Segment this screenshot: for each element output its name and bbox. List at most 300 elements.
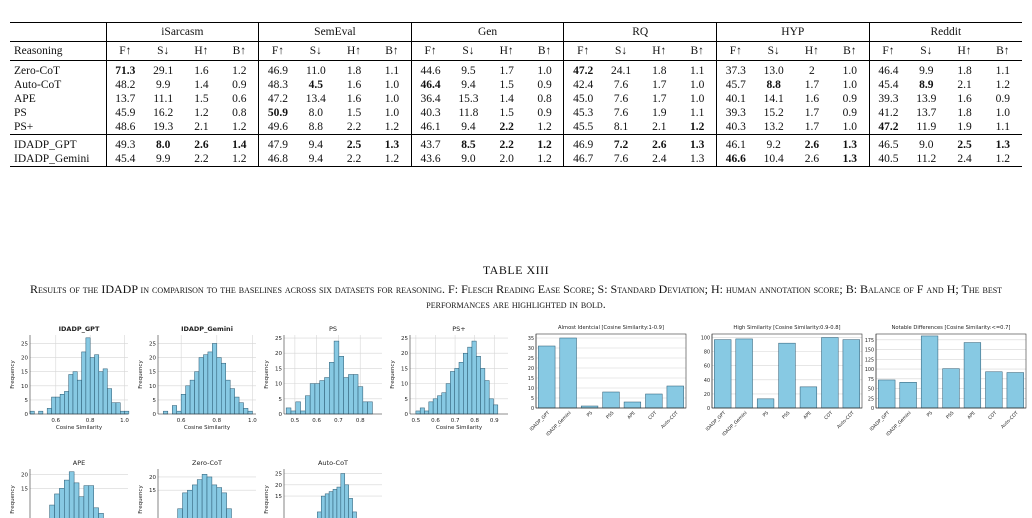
table-cell: 42.4 — [564, 78, 602, 92]
table-cell: 9.9 — [156, 79, 171, 91]
histogram-bar — [208, 352, 212, 414]
table-cell: 2.6 — [793, 135, 831, 153]
table-cell: 14.1 — [763, 93, 784, 105]
table-cell: 1.3 — [678, 152, 716, 167]
table-cell: 45.9 — [106, 106, 144, 120]
histogram-bar — [291, 411, 296, 414]
table-cell: 1.1 — [689, 107, 705, 119]
histogram-bar — [89, 486, 94, 518]
chart-title: PS+ — [452, 325, 466, 333]
table-cell: 40.1 — [717, 92, 755, 106]
method-name: PS — [14, 107, 27, 119]
table-cell: 24.1 — [602, 61, 640, 79]
table-cell: 10.4 — [755, 152, 793, 167]
bar — [560, 338, 577, 408]
y-tick-label: 10 — [149, 383, 156, 390]
histogram-bar — [51, 397, 55, 414]
x-tick-label: IDADP_Gemini — [885, 410, 913, 438]
histogram-bar — [325, 494, 329, 518]
table-cell: 2.1 — [194, 121, 209, 133]
histogram-bar — [463, 353, 467, 414]
x-tick-label: PS — [586, 410, 594, 419]
table-cell: 1.7 — [804, 121, 820, 133]
table-cell: 2.5 — [335, 135, 373, 153]
histogram-bar — [481, 368, 485, 414]
histogram-bar — [50, 505, 55, 518]
y-tick-label: 15 — [21, 369, 28, 376]
metric-header: H↑ — [793, 42, 831, 61]
histogram-bar — [64, 480, 69, 518]
table-cell: 2.2 — [182, 152, 220, 167]
table-cell: 8.5 — [449, 135, 487, 153]
row-header: Reasoning — [10, 42, 106, 61]
x-tick-label: IDADP_GPT — [705, 410, 728, 433]
table-cell: 1.3 — [831, 135, 869, 153]
metric-header: S↓ — [755, 42, 793, 61]
table-cell: 0.9 — [995, 93, 1010, 105]
x-tick-label: 0.8 — [212, 418, 222, 424]
histogram-bar — [222, 493, 227, 518]
bar — [667, 386, 684, 408]
histogram-bar — [82, 352, 86, 414]
x-tick-label: 0.8 — [355, 418, 365, 424]
histogram-bar — [172, 406, 176, 414]
histogram-bar — [190, 380, 194, 414]
y-tick-label: 150 — [864, 348, 874, 354]
y-tick-label: 60 — [703, 364, 710, 370]
x-axis-label: Cosine Similarity — [55, 425, 103, 431]
x-tick-label: COT — [987, 410, 999, 422]
histogram-bar — [212, 343, 216, 414]
histogram-bar — [321, 496, 325, 518]
table-cell: 37.3 — [717, 61, 755, 79]
dataset-header: Gen — [411, 23, 564, 42]
y-tick-label: 25 — [21, 341, 28, 348]
bar — [779, 343, 796, 408]
x-tick-label: PSS — [605, 410, 616, 421]
table-cell: 1.7 — [804, 79, 820, 91]
histogram-bar — [227, 509, 232, 518]
table-cell: 2.6 — [793, 152, 831, 167]
caption-text: Results of the IDADP in comparison to the baselines across six datasets for reasoning. F: Flesch Reading Ease Score; S: Standard Deviation; H: human annotation score; B: Balance of F and H; The best performances are highlighted in bold. — [29, 282, 1003, 311]
x-tick-label: Auto-COT — [836, 410, 856, 431]
histogram-bar — [235, 397, 239, 414]
metric-header: F↑ — [106, 42, 144, 61]
x-tick-label: 1.0 — [248, 418, 257, 424]
table-cell: 46.7 — [564, 152, 602, 167]
table-cell: 2.6 — [182, 135, 220, 153]
table-cell: 1.0 — [689, 93, 705, 105]
histogram-bar — [202, 474, 207, 518]
histogram-bar — [112, 403, 116, 414]
table-cell: 1.8 — [640, 61, 678, 79]
bar-high-similarity — [694, 322, 866, 440]
table-cell: 9.9 — [144, 152, 182, 167]
chart-title: IDADP_Gemini — [181, 325, 233, 333]
table-cell: 2.1 — [652, 121, 667, 133]
table-cell: 11.2 — [907, 152, 945, 167]
y-tick-label: 10 — [401, 381, 408, 388]
table-cell: 13.2 — [763, 121, 784, 133]
bar — [921, 336, 938, 408]
x-tick-label: 0.8 — [85, 418, 95, 424]
x-tick-label: PS — [926, 410, 934, 419]
table-cell: 1.3 — [831, 152, 869, 167]
table-cell: 9.4 — [297, 135, 335, 153]
table-cell: 1.5 — [194, 93, 209, 105]
metric-header: F↑ — [564, 42, 602, 61]
histogram-bar — [86, 338, 90, 414]
table-cell: 8.9 — [919, 79, 934, 91]
table-cell: 46.8 — [259, 152, 297, 167]
y-tick-label: 100 — [700, 336, 710, 342]
x-tick-label: 1.0 — [120, 418, 129, 424]
table-cell: 7.6 — [613, 107, 629, 119]
y-tick-label: 15 — [527, 377, 534, 382]
table-cell: 1.6 — [182, 61, 220, 79]
histogram-bar — [344, 378, 349, 414]
table-cell: 39.3 — [869, 92, 907, 106]
histogram-bar — [442, 393, 446, 414]
histogram-bar — [203, 355, 207, 414]
bar — [986, 372, 1003, 408]
table-cell: 1.1 — [373, 61, 411, 79]
histogram-bar — [221, 363, 225, 414]
table-cell: 43.6 — [411, 152, 449, 167]
table-cell: 13.7 — [106, 92, 144, 106]
histogram-bar — [353, 512, 357, 518]
x-tick-label: 0.9 — [489, 418, 499, 424]
metric-header: F↑ — [411, 42, 449, 61]
table-cell: 46.4 — [411, 78, 449, 92]
y-tick-label: 50 — [867, 387, 874, 393]
y-tick-label: 0 — [404, 412, 408, 418]
metric-header: H↑ — [945, 42, 983, 61]
x-tick-label: 0.8 — [470, 418, 480, 424]
table-cell: 2.5 — [945, 135, 983, 153]
table-cell: 1.0 — [384, 79, 400, 91]
histogram-bar — [244, 408, 248, 414]
histogram-bar — [230, 389, 234, 414]
histogram-bar — [358, 387, 363, 414]
histogram-bar — [329, 362, 334, 414]
table-cell: 1.0 — [842, 121, 857, 133]
table-cell: 2.2 — [488, 135, 526, 153]
histogram-bar — [353, 375, 358, 415]
metric-header: B↑ — [373, 42, 411, 61]
table-cell: 9.9 — [907, 61, 945, 79]
hist-idadp-gemini — [136, 322, 260, 432]
table-cell: 1.7 — [652, 93, 667, 105]
table-cell: 1.5 — [499, 79, 514, 91]
table-cell: 47.9 — [259, 135, 297, 153]
metric-header: B↑ — [220, 42, 258, 61]
histogram-bar — [56, 397, 60, 414]
histogram-bar — [59, 488, 64, 518]
histogram-bar — [337, 487, 341, 518]
bar — [1007, 373, 1024, 408]
table-cell: 2.2 — [346, 121, 362, 133]
table-row — [10, 61, 1022, 79]
table-cell: 46.5 — [869, 135, 907, 153]
table-cell: 41.2 — [869, 106, 907, 120]
table-cell: 2 — [793, 61, 831, 79]
metric-header: S↓ — [297, 42, 335, 61]
x-tick-label: 0.5 — [290, 418, 300, 424]
y-tick-label: 15 — [149, 488, 156, 495]
method-name: PS+ — [14, 121, 34, 133]
metric-header: H↑ — [182, 42, 220, 61]
y-tick-label: 0 — [24, 412, 28, 418]
y-tick-label: 35 — [527, 337, 534, 342]
y-tick-label: 100 — [864, 368, 874, 374]
table-cell: 0.9 — [537, 79, 552, 91]
table-cell: 9.4 — [461, 79, 476, 91]
histogram-bar — [120, 411, 124, 414]
table-cell: 1.2 — [220, 61, 258, 79]
table-cell: 9.4 — [461, 121, 476, 133]
y-tick-label: 25 — [149, 341, 156, 348]
histogram-bar — [94, 355, 98, 414]
y-tick-label: 15 — [275, 494, 282, 501]
x-tick-label: 0.5 — [411, 418, 421, 424]
y-tick-label: 20 — [275, 351, 282, 358]
table-cell: 1.8 — [335, 61, 373, 79]
y-tick-label: 15 — [401, 366, 408, 373]
table-cell: 13.7 — [916, 107, 937, 119]
table-cell: 49.6 — [259, 120, 297, 135]
table-cell: 9.4 — [297, 152, 335, 167]
y-tick-label: 25 — [275, 471, 282, 478]
hist-ps-plus — [388, 322, 512, 432]
histogram-bar — [446, 384, 450, 414]
histogram-bar — [437, 396, 441, 414]
histogram-bar — [339, 356, 344, 414]
y-tick-label: 5 — [530, 397, 534, 402]
table-cell: 45.4 — [869, 78, 907, 92]
x-tick-label: APE — [803, 410, 813, 421]
histogram-bar — [199, 358, 203, 414]
y-tick-label: 30 — [527, 347, 534, 352]
histogram-bar — [207, 477, 212, 518]
histogram-bar — [187, 490, 192, 518]
histogram-bar — [107, 389, 111, 414]
x-tick-label: IDADP_Gemini — [721, 410, 749, 438]
table-cell: 9.0 — [907, 135, 945, 153]
results-table — [10, 22, 1022, 167]
method-name: Zero-CoT — [10, 61, 106, 79]
y-axis-label: Frequency — [264, 360, 270, 389]
x-axis-label: Cosine Similarity — [435, 425, 483, 431]
table-cell: 36.4 — [411, 92, 449, 106]
histogram-bar — [493, 405, 497, 414]
table-cell: 1.6 — [957, 93, 972, 105]
histogram-bar — [455, 368, 459, 414]
y-tick-label: 0 — [870, 407, 874, 412]
y-tick-label: 25 — [401, 336, 408, 343]
y-tick-label: 125 — [864, 358, 874, 364]
table-cell: 1.2 — [537, 121, 552, 133]
table-cell: 0.9 — [232, 79, 247, 91]
table-cell: 8.0 — [144, 135, 182, 153]
histogram-bar — [333, 489, 337, 518]
histogram-bar — [305, 396, 310, 414]
table-cell: 1.8 — [945, 61, 983, 79]
table-cell: 15.2 — [763, 107, 784, 119]
bar — [624, 402, 641, 408]
y-axis-label: Frequency — [138, 360, 144, 389]
table-cell: 1.2 — [995, 79, 1010, 91]
histogram-bar — [178, 509, 183, 518]
table-cell: 46.4 — [869, 61, 907, 79]
table-cell: 48.6 — [106, 120, 144, 135]
table-cell: 1.2 — [232, 121, 247, 133]
bar — [800, 387, 817, 408]
table-row — [10, 152, 1022, 167]
table-cell: 1.4 — [220, 135, 258, 153]
table-cell: 7.2 — [602, 135, 640, 153]
histogram-bar — [186, 386, 190, 414]
table-cell: 43.7 — [411, 135, 449, 153]
table-cell: 1.2 — [526, 135, 564, 153]
table-cell: 1.7 — [488, 61, 526, 79]
bar-almost-identical — [518, 322, 690, 440]
method-name: Auto-CoT — [14, 79, 62, 91]
histogram-bar — [116, 403, 120, 414]
table-cell: 1.0 — [831, 61, 869, 79]
table-row — [10, 92, 1022, 106]
table-cell: 1.6 — [346, 79, 362, 91]
table-cell: 1.3 — [373, 135, 411, 153]
chart-title: High Similarity [Cosine Similarity:0.9-0.8] — [733, 325, 841, 331]
histogram-bar — [286, 408, 291, 414]
table-cell: 47.2 — [564, 61, 602, 79]
metric-header: H↑ — [488, 42, 526, 61]
histogram-bar — [47, 408, 51, 414]
metric-header: H↑ — [640, 42, 678, 61]
metric-header: H↑ — [335, 42, 373, 61]
table-cell: 0.8 — [232, 107, 247, 119]
histogram-bar — [296, 402, 301, 414]
table-cell: 2.0 — [488, 152, 526, 167]
table-cell: 1.2 — [220, 152, 258, 167]
histogram-bar — [181, 394, 185, 414]
histogram-bar — [30, 411, 34, 414]
histogram-bar — [433, 399, 437, 414]
histogram-bar — [69, 472, 74, 518]
table-cell: 1.2 — [384, 121, 400, 133]
table-cell: 71.3 — [106, 61, 144, 79]
y-tick-label: 25 — [867, 397, 874, 403]
metric-header: S↓ — [144, 42, 182, 61]
table-cell: 8.0 — [308, 107, 324, 119]
y-tick-label: 5 — [24, 397, 28, 404]
metric-header: B↑ — [831, 42, 869, 61]
bar — [646, 394, 663, 408]
table-cell: 1.9 — [652, 107, 667, 119]
bar — [757, 399, 774, 408]
histogram-bar — [301, 411, 306, 414]
table-cell: 1.5 — [346, 107, 362, 119]
histogram-bar — [320, 381, 325, 414]
x-tick-label: 0.7 — [450, 418, 460, 424]
method-name: IDADP_GPT — [10, 135, 106, 153]
table-cell: 7.6 — [613, 93, 629, 105]
table-cell: 0.9 — [842, 107, 857, 119]
histogram-bar — [341, 474, 345, 518]
table-cell: 1.6 — [804, 93, 820, 105]
histogram-bar — [472, 341, 476, 414]
table-cell: 11.1 — [153, 93, 174, 105]
histogram-bar — [69, 375, 73, 415]
table-cell: 0.6 — [232, 93, 247, 105]
histogram-bar — [248, 411, 252, 414]
table-row — [10, 120, 1022, 135]
table-cell: 0.8 — [537, 93, 552, 105]
table-cell: 40.3 — [411, 106, 449, 120]
y-tick-label: 5 — [278, 396, 282, 403]
x-tick-label: APE — [627, 410, 637, 421]
table-cell: 48.3 — [259, 78, 297, 92]
method-name: APE — [14, 93, 36, 105]
table-cell: 1.0 — [384, 107, 400, 119]
y-tick-label: 15 — [21, 486, 28, 493]
x-tick-label: 0.6 — [431, 418, 440, 424]
x-tick-label: Auto-COT — [1000, 410, 1020, 431]
bar — [878, 380, 895, 408]
dataset-header: HYP — [717, 23, 870, 42]
histogram-bar — [39, 411, 43, 414]
table-cell: 0.9 — [842, 93, 857, 105]
x-tick-label: COT — [823, 410, 835, 422]
bar — [822, 338, 839, 408]
bar — [900, 382, 917, 408]
table-cell: 9.5 — [449, 61, 487, 79]
table-cell: 1.2 — [373, 152, 411, 167]
table-cell: 1.0 — [689, 79, 705, 91]
histogram-bar — [420, 408, 424, 414]
table-cell: 2.4 — [945, 152, 983, 167]
table-cell: 13.0 — [755, 61, 793, 79]
chart-title: APE — [72, 459, 86, 467]
table-cell: 46.1 — [411, 120, 449, 135]
y-axis-label: Frequency — [264, 485, 270, 514]
table-cell: 46.9 — [259, 61, 297, 79]
corner-cell — [10, 23, 106, 42]
bar — [964, 343, 981, 408]
table-cell: 1.3 — [984, 135, 1022, 153]
y-tick-label: 20 — [703, 392, 710, 398]
table-cell: 8.1 — [613, 121, 629, 133]
y-tick-label: 10 — [21, 383, 28, 390]
table-cell: 1.0 — [995, 107, 1010, 119]
hist-ape — [8, 456, 132, 518]
metric-header: S↓ — [907, 42, 945, 61]
histogram-bar — [90, 358, 94, 414]
y-axis-label: Frequency — [10, 485, 16, 514]
y-tick-label: 10 — [527, 387, 534, 392]
chart-title: Auto-CoT — [317, 459, 349, 467]
metric-header: F↑ — [259, 42, 297, 61]
y-tick-label: 20 — [21, 472, 28, 479]
histogram-bar — [348, 375, 353, 415]
table-cell: 45.4 — [106, 152, 144, 167]
y-axis-label: Frequency — [138, 485, 144, 514]
bar — [943, 369, 960, 408]
bar-notable-differences — [858, 322, 1030, 440]
table-cell: 1.1 — [995, 121, 1010, 133]
y-tick-label: 20 — [527, 367, 534, 372]
